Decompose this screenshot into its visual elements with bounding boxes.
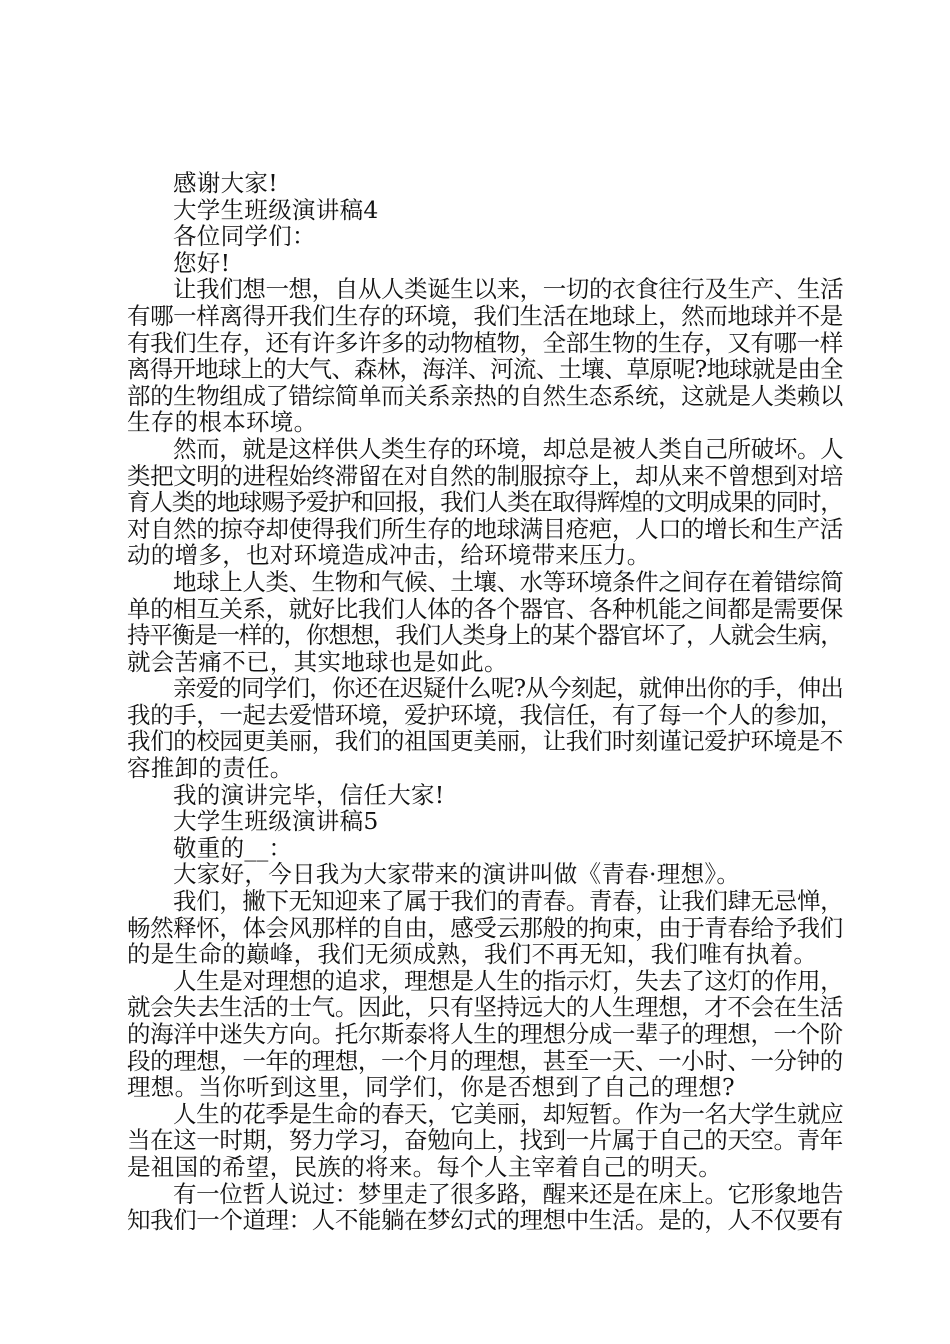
text-line: 人生是对理想的追求，理想是人生的指示灯，失去了这灯的作用， — [173, 966, 844, 995]
text-line: 感谢大家! — [173, 169, 278, 197]
text-line: 部的生物组成了错综简单而关系亲热的自然生态系统，这就是人类赖以 — [127, 381, 843, 410]
text-line: 大学生班级演讲稿4 — [173, 195, 379, 224]
text-line: 容推卸的责任。 — [127, 754, 294, 783]
text-line: 您好! — [173, 248, 231, 277]
text-line: 地球上人类、生物和气候、土壤、水等环境条件之间存在着错综简 — [173, 567, 844, 596]
text-line: 人生的花季是生命的春天，它美丽，却短暂。作为一名大学生就应 — [173, 1099, 844, 1128]
text-line: 理想。当你听到这里，同学们，你是否想到了自己的理想? — [127, 1073, 735, 1102]
text-line: 有一位哲人说过：梦里走了很多路，醒来还是在床上。它形象地告 — [173, 1179, 844, 1208]
text-line: 敬重的__： — [173, 833, 293, 862]
text-line: 有我们生存，还有许多许多的动物植物，全部生物的生存，又有哪一样 — [127, 328, 843, 357]
text-line: 离得开地球上的大气、森林，海洋、河流、土壤、草原呢?地球就是由全 — [127, 355, 843, 384]
text-line: 就会失去生活的士气。因此，只有坚持远大的人生理想，才不会在生活 — [127, 993, 843, 1022]
text-line: 大学生班级演讲稿5 — [173, 807, 379, 836]
text-line: 我们的校园更美丽，我们的祖国更美丽，让我们时刻谨记爱护环境是不 — [127, 727, 843, 756]
text-line: 我的手，一起去爱惜环境，爱护环境，我信任，有了每一个人的参加， — [127, 700, 843, 729]
text-line: 段的理想，一年的理想，一个月的理想，甚至一天、一小时、一分钟的 — [127, 1046, 843, 1075]
text-line: 让我们想一想，自从人类诞生以来，一切的衣食往行及生产、生活 — [173, 275, 844, 304]
text-line: 就会苦痛不已，其实地球也是如此。 — [127, 647, 508, 676]
document-page — [127, 170, 843, 1234]
text-line: 的海洋中迷失方向。托尔斯泰将人生的理想分成一辈子的理想，一个阶 — [127, 1020, 843, 1048]
text-line: 我的演讲完毕，信任大家! — [173, 780, 445, 809]
text-line: 单的相互关系，就好比我们人体的各个器官、各种机能之间都是需要保 — [127, 594, 843, 623]
text-line: 亲爱的同学们，你还在迟疑什么呢?从今刻起，就伸出你的手，伸出 — [173, 674, 844, 703]
text-line: 然而，就是这样供人类生存的环境，却总是被人类自己所破坏。人 — [173, 434, 844, 463]
text-line: 大家好，今日我为大家带来的演讲叫做《青春·理想》。 — [173, 860, 741, 889]
text-line: 的是生命的巅峰，我们无须成熟，我们不再无知，我们唯有执着。 — [127, 940, 818, 969]
text-line: 当在这一时期，努力学习，奋勉向上，找到一片属于自己的天空。青年 — [127, 1126, 843, 1155]
text-line: 知我们一个道理：人不能躺在梦幻式的理想中生活。是的，人不仅要有 — [127, 1206, 843, 1235]
text-line: 各位同学们： — [173, 222, 316, 251]
text-line: 畅然释怀，体会风那样的自由，感受云那般的拘束，由于青春给予我们 — [127, 913, 843, 942]
text-line: 育人类的地球赐予爱护和回报，我们人类在取得辉煌的文明成果的同时， — [127, 488, 843, 517]
text-line: 我们，撇下无知迎来了属于我们的青春。青春，让我们肆无忌惮， — [173, 887, 844, 916]
text-line: 类把文明的进程始终滞留在对自然的制服掠夺上，却从来不曾想到对培 — [127, 461, 843, 490]
text-line: 动的增多，也对环境造成冲击，给环境带来压力。 — [127, 541, 651, 570]
text-line: 生存的根本环境。 — [127, 408, 318, 437]
text-line: 有哪一样离得开我们生存的环境，我们生活在地球上，然而地球并不是 — [127, 301, 843, 330]
text-line: 对自然的掠夺却使得我们所生存的地球满目疮疤，人口的增长和生产活 — [127, 514, 843, 543]
text-line: 持平衡是一样的，你想想，我们人类身上的某个器官坏了，人就会生病， — [127, 621, 843, 650]
text-line: 是祖国的希望，民族的将来。每个人主宰着自己的明天。 — [127, 1152, 722, 1181]
